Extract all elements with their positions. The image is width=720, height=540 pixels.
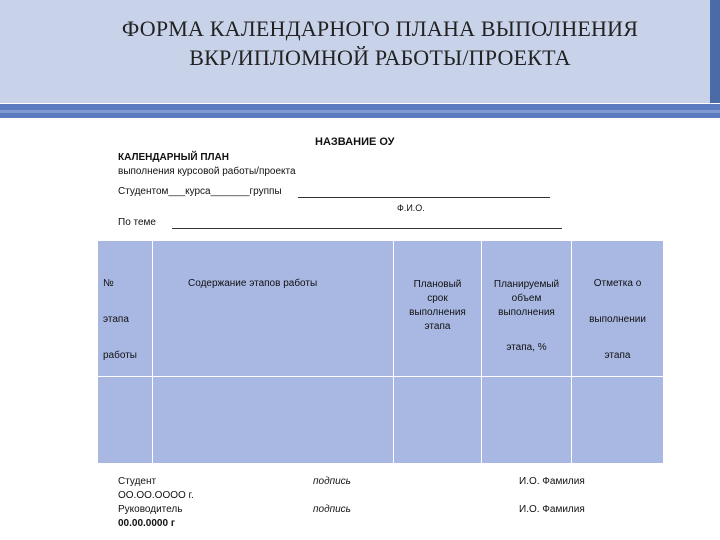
table-row-divider [98,376,663,377]
col5-header-line1: Отметка о [593,278,642,289]
col5-header-line2: выполнении [589,314,646,325]
supervisor-signature: подпись [313,504,351,515]
topic-underline [172,228,562,229]
org-name: НАЗВАНИЕ ОУ [315,136,395,148]
col4-header-line: Планируемый [493,279,560,290]
calendar-plan-table [98,241,663,463]
slide-title-line2: ВКР/ИПЛОМНОЙ РАБОТЫ/ПРОЕКТА [189,45,571,70]
col1-header-number: № [103,278,114,289]
student-name: И.О. Фамилия [519,476,585,487]
table-col-divider [393,241,394,463]
col4-header-line: выполнения [498,307,555,318]
col4-header [482,278,571,320]
col3-header [394,278,481,334]
supervisor-date: 00.00.0000 г [118,518,175,529]
slide-title-line1: ФОРМА КАЛЕНДАРНОГО ПЛАНА ВЫПОЛНЕНИЯ [121,16,639,41]
col4-header-line: объем [511,293,542,304]
topic-label: По теме [118,217,156,228]
student-label: Студент [118,476,157,487]
student-signature: подпись [313,476,351,487]
table-col-divider [152,241,153,463]
col5-header-line3: этапа [604,350,631,361]
col4-header-percent: этапа, % [506,342,547,353]
plan-title: КАЛЕНДАРНЫЙ ПЛАН [118,152,229,163]
header-edge-accent [710,0,720,103]
supervisor-name: И.О. Фамилия [519,504,585,515]
col2-header: Содержание этапов работы [188,278,318,289]
student-date: ОО.ОО.ОООО г. [118,490,194,501]
student-fio-underline [298,197,550,198]
col1-header-work: работы [103,350,137,361]
col3-header-line: этапа [424,321,451,332]
header-divider-band [0,104,720,118]
col1-header-stage: этапа [103,314,129,325]
col3-header-line: Плановый [413,279,462,290]
supervisor-label: Руководитель [118,504,183,515]
slide-title [60,14,700,72]
student-line-label: Студентом___курса_______группы [118,186,282,197]
col3-header-line: срок [427,293,448,304]
col3-header-line: выполнения [409,307,466,318]
plan-subtitle: выполнения курсовой работы/проекта [118,166,296,177]
fio-label: Ф.И.О. [397,203,425,213]
